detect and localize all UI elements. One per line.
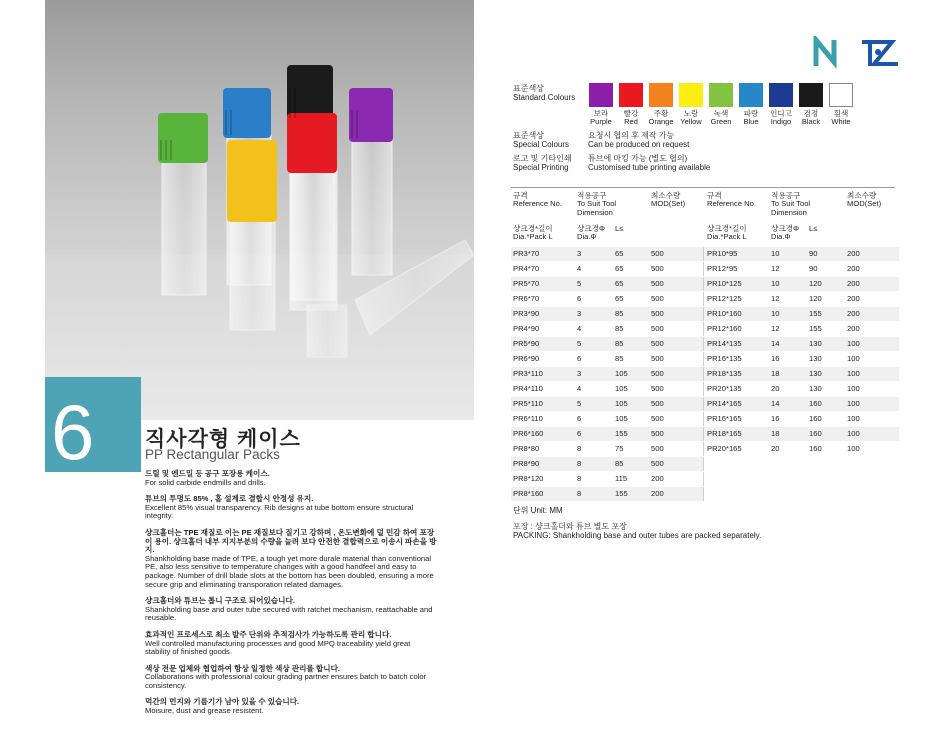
table-cell: 500	[651, 249, 664, 258]
colour-swatch-green	[707, 83, 735, 126]
colour-chip	[679, 83, 703, 107]
header-mod-right	[847, 192, 881, 209]
header-reference-korean: 규격	[707, 191, 722, 200]
table-cell: 500	[651, 309, 664, 318]
table-cell: 155	[615, 429, 628, 438]
table-cell: PR5*70	[513, 279, 540, 288]
colour-swatch-white	[827, 83, 855, 126]
special-printing-label-korean: 로고 및 기타인쇄	[513, 154, 572, 163]
description-paragraph	[145, 665, 437, 691]
table-cell: 500	[651, 444, 664, 453]
table-cell: PR4*70	[513, 264, 540, 273]
header-reference-english: Reference No.	[513, 199, 562, 209]
colour-name-korean: 검정	[803, 109, 819, 118]
standard-colours-label-korean: 표준색상	[513, 84, 544, 93]
table-cell: 105	[615, 384, 628, 393]
product-description	[145, 470, 437, 724]
table-cell: 85	[615, 459, 624, 468]
table-row	[511, 472, 703, 486]
header-mod-english: MOD(Set)	[847, 199, 882, 209]
standard-colours-label	[513, 84, 575, 102]
description-english: Collaborations with professional colour grading partner ensures batch to batch color consistency.	[145, 672, 427, 690]
description-korean: 튜브의 투명도 85% , 홈 설계로 결합시 안정성 유지.	[145, 494, 314, 504]
header-mod-korean: 최소수량	[651, 191, 681, 200]
table-cell: 200	[847, 324, 860, 333]
table-cell: 90	[809, 249, 818, 258]
table-cell: 4	[577, 324, 582, 333]
subheader-dia-pack-english: Dia.*Pack L	[513, 232, 553, 242]
header-mod-korean: 최소수량	[847, 191, 877, 200]
table-cell: 100	[847, 369, 860, 378]
special-printing-label	[513, 154, 572, 172]
table-cell: 65	[615, 249, 624, 258]
table-cell: 85	[615, 309, 624, 318]
table-cell: PR14*165	[707, 399, 742, 408]
header-reference	[513, 192, 562, 209]
subheader-dia-pack-right	[707, 225, 747, 242]
table-cell: PR18*135	[707, 369, 742, 378]
header-tool-korean: 적용공구	[577, 191, 607, 200]
table-cell: PR6*90	[513, 354, 540, 363]
table-cell: PR3*90	[513, 309, 540, 318]
header-tool-dimension: Dimension	[771, 207, 807, 217]
table-cell: 160	[809, 414, 822, 423]
table-cell: 500	[651, 324, 664, 333]
table-cell: 4	[577, 264, 582, 273]
table-cell: 500	[651, 399, 664, 408]
table-cell: 18	[771, 369, 780, 378]
table-cell: PR3*110	[513, 369, 543, 378]
table-cell: 65	[615, 294, 624, 303]
page-title-english: PP Rectangular Packs	[145, 447, 280, 462]
header-reference-korean: 규격	[513, 191, 528, 200]
subheader-dia-english: Dia.Φ	[771, 232, 791, 242]
packing-note	[513, 522, 761, 540]
table-cell: 500	[651, 294, 664, 303]
table-cell: 500	[651, 429, 664, 438]
table-cell: 3	[577, 309, 582, 318]
table-cell: PR16*165	[707, 414, 742, 423]
description-english: Excellent 85% visual transparency. Rib designs at tube bottom ensure structural integrity.	[145, 502, 414, 521]
subheader-dia-right	[771, 225, 799, 242]
table-cell: 8	[577, 459, 582, 468]
table-row	[511, 487, 703, 501]
colour-name-english: Black	[801, 117, 821, 126]
description-english: Shankholding base and outer tube secured with ratchet mechanism, reattachable and reusable.	[145, 604, 433, 623]
colour-chip	[769, 83, 793, 107]
table-cell: 130	[809, 369, 822, 378]
table-cell: 3	[577, 249, 582, 258]
table-cell: 85	[615, 339, 624, 348]
colour-chip	[709, 83, 733, 107]
table-cell: 100	[847, 414, 860, 423]
column-divider	[703, 487, 704, 501]
table-row	[511, 262, 899, 276]
table-cell: 5	[577, 399, 582, 408]
table-cell: 200	[847, 279, 860, 288]
table-cell: PR5*110	[513, 399, 543, 408]
subheader-dia-korean: 샹크경Φ	[577, 224, 606, 233]
colour-swatch-orange	[647, 83, 675, 126]
description-korean: 색상 전문 업체와 협업하여 항상 일정한 색상 관리를 합니다.	[145, 663, 341, 673]
table-row	[511, 382, 899, 396]
table-cell: 20	[771, 444, 780, 453]
column-divider	[703, 277, 704, 291]
table-cell: PR3*70	[513, 249, 540, 258]
table-cell: 115	[615, 474, 628, 483]
header-reference-english: Reference No.	[707, 199, 756, 209]
table-cell: PR8*160	[513, 489, 544, 498]
table-row	[511, 457, 703, 471]
colour-swatch-yellow	[677, 83, 705, 126]
header-mod	[651, 192, 685, 209]
table-cell: 200	[651, 489, 664, 498]
table-cell: 130	[809, 339, 822, 348]
table-cell: 200	[651, 474, 664, 483]
description-paragraph	[145, 698, 437, 715]
special-colours-text-english: Can be produced on request	[588, 140, 690, 149]
table-cell: PR6*110	[513, 414, 543, 423]
table-cell: 85	[615, 354, 624, 363]
header-tool-dimension: Dimension	[577, 207, 613, 217]
colour-swatch-black	[797, 83, 825, 126]
column-divider	[703, 457, 704, 471]
table-cell: 18	[771, 429, 780, 438]
colour-swatch-red	[617, 83, 645, 126]
table-cell: 85	[615, 324, 624, 333]
table-cell: 120	[809, 294, 822, 303]
table-cell: 4	[577, 384, 582, 393]
table-cell: 105	[615, 399, 628, 408]
table-row	[511, 247, 899, 261]
chapter-number: 6	[51, 388, 95, 472]
table-cell: 8	[577, 489, 582, 498]
table-cell: 500	[651, 384, 664, 393]
colour-chip	[739, 83, 763, 107]
column-divider	[703, 412, 704, 426]
subheader-dia-pack-korean: 샹크경*길이	[513, 224, 553, 233]
table-cell: 200	[847, 264, 860, 273]
subheader-length-right: L≤	[809, 224, 818, 233]
table-cell: 10	[771, 309, 780, 318]
colour-name-korean: 보라	[593, 109, 609, 118]
table-row	[511, 367, 899, 381]
special-colours-label-english: Special Colours	[513, 140, 570, 149]
description-paragraph	[145, 470, 437, 487]
description-english: Moisure, dust and grease resistent.	[145, 706, 264, 716]
colour-name-korean: 녹색	[713, 109, 729, 118]
subheader-length: L≤	[615, 224, 624, 233]
table-cell: PR5*90	[513, 339, 540, 348]
table-cell: PR6*160	[513, 429, 544, 438]
table-cell: PR4*110	[513, 384, 543, 393]
table-cell: 6	[577, 414, 582, 423]
table-cell: 16	[771, 354, 780, 363]
table-cell: PR8*90	[513, 459, 540, 468]
table-cell: 90	[809, 264, 818, 273]
description-paragraph	[145, 529, 437, 589]
column-divider	[703, 382, 704, 396]
table-cell: 105	[615, 369, 628, 378]
table-cell: 160	[809, 429, 822, 438]
table-cell: 6	[577, 429, 582, 438]
table-cell: PR20*135	[707, 384, 742, 393]
page-title-korean: 직사각형 케이스	[145, 428, 301, 451]
column-divider	[703, 337, 704, 351]
table-cell: 105	[615, 414, 628, 423]
header-mod-english: MOD(Set)	[651, 199, 686, 209]
standard-colours-label-english: Standard Colours	[513, 93, 576, 102]
table-cell: PR18*165	[707, 429, 742, 438]
table-cell: PR10*160	[707, 309, 742, 318]
table-cell: 100	[847, 429, 860, 438]
table-cell: PR12*95	[707, 264, 738, 273]
colour-name-english: Red	[624, 117, 638, 126]
column-divider	[703, 472, 704, 486]
product-photo	[45, 0, 474, 420]
subheader-dia	[577, 225, 605, 242]
colour-name-english: Green	[710, 117, 732, 126]
table-cell: 8	[577, 474, 582, 483]
column-divider	[703, 352, 704, 366]
table-row	[511, 277, 899, 291]
special-printing-text	[588, 154, 710, 172]
table-cell: PR8*80	[513, 444, 540, 453]
column-divider	[703, 307, 704, 321]
table-cell: 65	[615, 279, 624, 288]
description-paragraph	[145, 495, 437, 521]
colour-swatch-purple	[587, 83, 615, 126]
table-cell: PR12*125	[707, 294, 742, 303]
colour-swatch-blue	[737, 83, 765, 126]
colour-name-english: Yellow	[680, 117, 702, 126]
table-cell: 500	[651, 339, 664, 348]
description-english: Well controlled manufacturing processes and good MPQ traceability yield great stability of finished goods.	[145, 638, 411, 657]
table-cell: 5	[577, 279, 582, 288]
colour-name-korean: 주황	[653, 109, 669, 118]
description-paragraph	[145, 631, 437, 657]
table-cell: 200	[847, 249, 860, 258]
subheader-dia-english: Dia.Φ	[577, 232, 597, 242]
colour-chip	[799, 83, 823, 107]
description-korean: 드릴 및 엔드밀 등 공구 포장용 케이스.	[145, 469, 270, 478]
table-cell: 12	[771, 264, 780, 273]
table-row	[511, 322, 899, 336]
colour-name-korean: 파랑	[743, 109, 759, 118]
special-printing-text-korean: 튜브에 마킹 가능 (별도 협의)	[588, 154, 688, 163]
table-cell: 500	[651, 459, 664, 468]
table-cell: 100	[847, 339, 860, 348]
colour-name-english: Orange	[648, 117, 674, 126]
header-reference-right	[707, 192, 756, 209]
colour-chip	[589, 83, 613, 107]
table-row	[511, 292, 899, 306]
colour-name-english: Indigo	[770, 117, 792, 126]
table-cell: 160	[809, 444, 822, 453]
column-divider	[703, 292, 704, 306]
table-row	[511, 352, 899, 366]
description-korean: 샹크홀더와 튜브는 톱니 구조로 되어있습니다.	[145, 596, 295, 606]
description-korean: 샹크홀더는 TPE 재질로 이는 PE 재질보다 질기고 강하며 , 온도변화에 덜 민감 하여 포장이 용이. 샹크홀더 내부 지지부분의 수량을 늘려 보다 안전한 결합력으로 이송시 파손을 방지.	[145, 527, 437, 555]
column-divider	[703, 367, 704, 381]
column-divider	[703, 427, 704, 441]
table-cell: 12	[771, 324, 780, 333]
table-cell: 500	[651, 369, 664, 378]
table-cell: 6	[577, 354, 582, 363]
table-cell: 500	[651, 279, 664, 288]
colour-name-english: White	[831, 117, 851, 126]
column-divider	[703, 322, 704, 336]
table-cell: 100	[847, 444, 860, 453]
table-cell: 130	[809, 384, 822, 393]
table-cell: 5	[577, 339, 582, 348]
table-cell: 16	[771, 414, 780, 423]
table-cell: 10	[771, 279, 780, 288]
special-colours-label-korean: 표준색상	[513, 131, 544, 140]
table-cell: 14	[771, 399, 780, 408]
special-colours-text-korean: 요청시 협의 후 제작 가능	[588, 131, 675, 140]
column-divider	[703, 247, 704, 261]
colour-swatch-indigo	[767, 83, 795, 126]
colour-name-korean: 인디고	[770, 109, 792, 118]
colour-chip	[829, 83, 853, 107]
table-row	[511, 337, 899, 351]
table-cell: 500	[651, 354, 664, 363]
header-tool-english: To Suit Tool	[577, 199, 617, 209]
packing-note-english: PACKING: Shankholding base and outer tubes are packed separately.	[513, 531, 762, 540]
colour-chip	[619, 83, 643, 107]
table-cell: 3	[577, 369, 582, 378]
table-cell: 200	[847, 309, 860, 318]
special-printing-label-english: Special Printing	[513, 163, 569, 172]
colour-name-english: Purple	[590, 117, 612, 126]
header-tool-english: To Suit Tool	[771, 199, 811, 209]
subheader-dia-pack	[513, 225, 553, 242]
table-cell: PR16*135	[707, 354, 742, 363]
table-cell: 100	[847, 399, 860, 408]
table-cell: 14	[771, 339, 780, 348]
description-english: For solid carbide endmills and drills.	[145, 477, 266, 487]
description-korean: 먹간의 먼지와 기름기가 남아 있을 수 있습니다.	[145, 697, 300, 707]
table-cell: 160	[809, 399, 822, 408]
chapter-badge	[45, 377, 141, 472]
table-cell: 12	[771, 294, 780, 303]
table-cell: 8	[577, 444, 582, 453]
colour-name-english: Blue	[743, 117, 759, 126]
table-cell: 10	[771, 249, 780, 258]
column-divider	[703, 397, 704, 411]
table-row	[511, 307, 899, 321]
subheader-dia-pack-korean: 샹크경*길이	[707, 224, 747, 233]
colour-chip	[649, 83, 673, 107]
special-colours-label	[513, 131, 569, 149]
table-cell: 65	[615, 264, 624, 273]
colour-name-korean: 빨강	[623, 109, 639, 118]
special-colours-text	[588, 131, 689, 149]
subheader-dia-korean: 샹크경Φ	[771, 224, 800, 233]
table-cell: PR10*125	[707, 279, 742, 288]
table-row	[511, 397, 899, 411]
table-cell: 155	[809, 324, 822, 333]
header-tool-right	[771, 192, 810, 217]
header-tool-korean: 적용공구	[771, 191, 801, 200]
table-cell: 130	[809, 354, 822, 363]
table-cell: PR14*135	[707, 339, 742, 348]
table-cell: 6	[577, 294, 582, 303]
table-cell: 100	[847, 384, 860, 393]
table-cell: 155	[809, 309, 822, 318]
table-cell: PR6*70	[513, 294, 540, 303]
header-tool	[577, 192, 616, 217]
table-cell: 500	[651, 264, 664, 273]
table-cell: 120	[809, 279, 822, 288]
column-divider	[703, 442, 704, 456]
table-cell: PR12*160	[707, 324, 742, 333]
colour-name-korean: 흰색	[833, 109, 849, 118]
table-cell: PR20*165	[707, 444, 742, 453]
table-cell: 200	[847, 294, 860, 303]
table-cell: 155	[615, 489, 628, 498]
table-cell: 75	[615, 444, 624, 453]
table-cell: 100	[847, 354, 860, 363]
table-cell: PR10*95	[707, 249, 738, 258]
description-paragraph	[145, 597, 437, 623]
column-divider	[703, 262, 704, 276]
subheader-dia-pack-english: Dia.*Pack L	[707, 232, 747, 242]
special-printing-text-english: Customised tube printing available	[588, 163, 711, 172]
table-cell: 500	[651, 414, 664, 423]
table-cell: PR4*90	[513, 324, 540, 333]
unit-note: 단위 Unit: MM	[513, 506, 563, 515]
company-logo	[812, 36, 902, 70]
table-row	[511, 442, 899, 456]
table-cell: 20	[771, 384, 780, 393]
description-korean: 효과적인 프로세스로 최소 발주 단위와 추적검사가 가능하도록 관리 합니다.	[145, 629, 392, 639]
table-row	[511, 412, 899, 426]
description-english: Shankholding base made of TPE, a tough yet more durale material than conventional PE, also less sensitive to temperature changes with a good handfeel and easy to package. Number of drill blade slots at the bottom has been doubled, ensuring a more secure grip and eliminating transporation related damages.	[145, 553, 434, 589]
table-row	[511, 427, 899, 441]
colour-name-korean: 노랑	[683, 109, 699, 118]
table-cell: PR8*120	[513, 474, 544, 483]
table-top-rule	[511, 187, 895, 188]
packing-note-korean: 포장 : 샹크홀더와 튜브 별도 포장	[513, 522, 627, 531]
